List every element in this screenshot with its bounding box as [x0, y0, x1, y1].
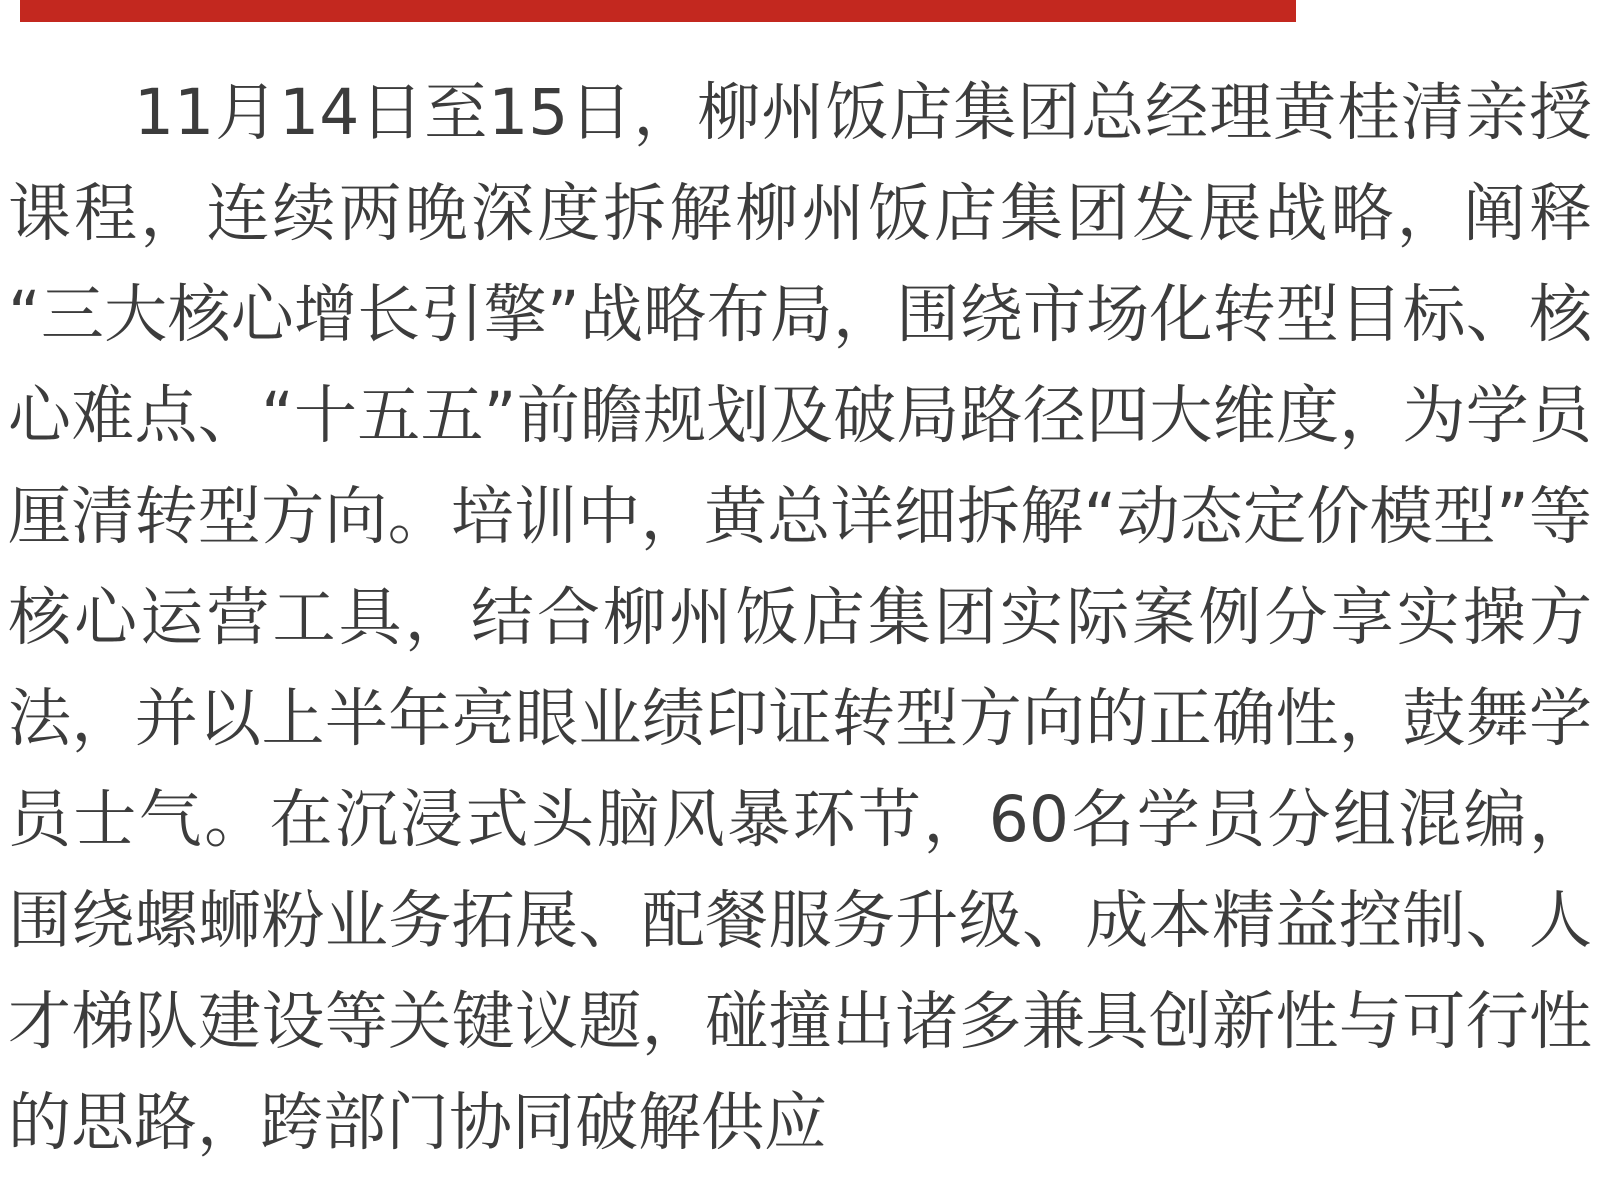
red-accent-bar: [20, 0, 1296, 22]
article-body: [2, 62, 1598, 1173]
article-paragraph: 11月14日至15日，柳州饭店集团总经理黄桂清亲授课程，连续两晚深度拆解柳州饭店集团发展战略，阐释“三大核心增长引擎”战略布局，围绕市场化转型目标、核心难点、“十五五”前瞻规划及破局路径四大维度，为学员厘清转型方向。培训中，黄总详细拆解“动态定价模型”等核心运营工具，结合柳州饭店集团实际案例分享实操方法，并以上半年亮眼业绩印证转型方向的正确性，鼓舞学员士气。在沉浸式头脑风暴环节，60名学员分组混编，围绕螺蛳粉业务拓展、配餐服务升级、成本精益控制、人才梯队建设等关键议题，碰撞出诸多兼具创新性与可行性的思路，跨部门协同破解供应: [8, 76, 1592, 1159]
